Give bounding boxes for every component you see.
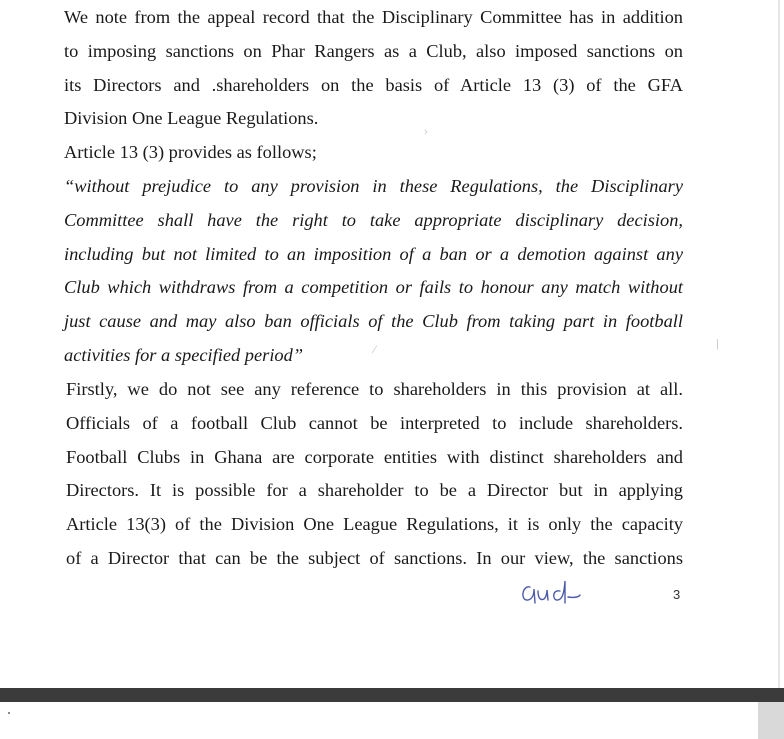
text-line: Article 13 (3) provides as follows; bbox=[64, 142, 317, 163]
text-line: Division One League Regulations. bbox=[64, 108, 319, 129]
page-number: 3 bbox=[673, 587, 681, 602]
quote-line: “without prejudice to any provision in these Regulations, the Disciplinary bbox=[64, 176, 683, 196]
text-line: Directors. It is possible for a shareholder to be a Director but in applying bbox=[66, 480, 683, 501]
scan-speck: | bbox=[716, 338, 719, 350]
text-line: Article 13(3) of the Division One League Regulations, it is only the capacity bbox=[66, 514, 683, 535]
quote-line: activities for a specified period” bbox=[64, 344, 304, 365]
text-line: of a Director that can be the subject of sanctions. In our view, the sanctions bbox=[66, 547, 683, 568]
paragraph-shareholders-analysis bbox=[66, 373, 683, 576]
paragraph-appeal-record bbox=[64, 1, 683, 170]
viewer-side-gutter bbox=[758, 702, 784, 739]
text-line: its Directors and .shareholders on the basis of Article 13 (3) of the GFA bbox=[64, 74, 683, 95]
next-page-top[interactable] bbox=[2, 702, 754, 739]
quote-line: Club which withdraws from a competition or fails to honour any match without bbox=[64, 277, 683, 298]
scan-speck: ⁄ bbox=[374, 344, 376, 356]
next-page-speck bbox=[8, 712, 10, 714]
quoted-article-13-3 bbox=[64, 170, 683, 373]
text-line: to imposing sanctions on Phar Rangers as a Club, also imposed sanctions on bbox=[64, 40, 683, 61]
text-line: We note from the appeal record that the Disciplinary Committee has in addition bbox=[64, 7, 683, 27]
text-line: Firstly, we do not see any reference to shareholders in this provision at all. bbox=[66, 379, 683, 399]
quote-line: including but not limited to an imposition of a ban or a demotion against any bbox=[64, 243, 683, 264]
text-line: Football Clubs in Ghana are corporate entities with distinct shareholders and bbox=[66, 446, 683, 467]
quote-line: Committee shall have the right to take appropriate disciplinary decision, bbox=[64, 209, 683, 230]
page-edge bbox=[778, 0, 780, 688]
viewer-page-gap bbox=[0, 688, 784, 702]
scan-speck: › bbox=[424, 126, 428, 138]
quote-line: just cause and may also ban officials of the Club from taking part in football bbox=[64, 311, 683, 332]
handwritten-initials-signature bbox=[516, 567, 586, 607]
text-line: Officials of a football Club cannot be interpreted to include shareholders. bbox=[66, 412, 683, 433]
